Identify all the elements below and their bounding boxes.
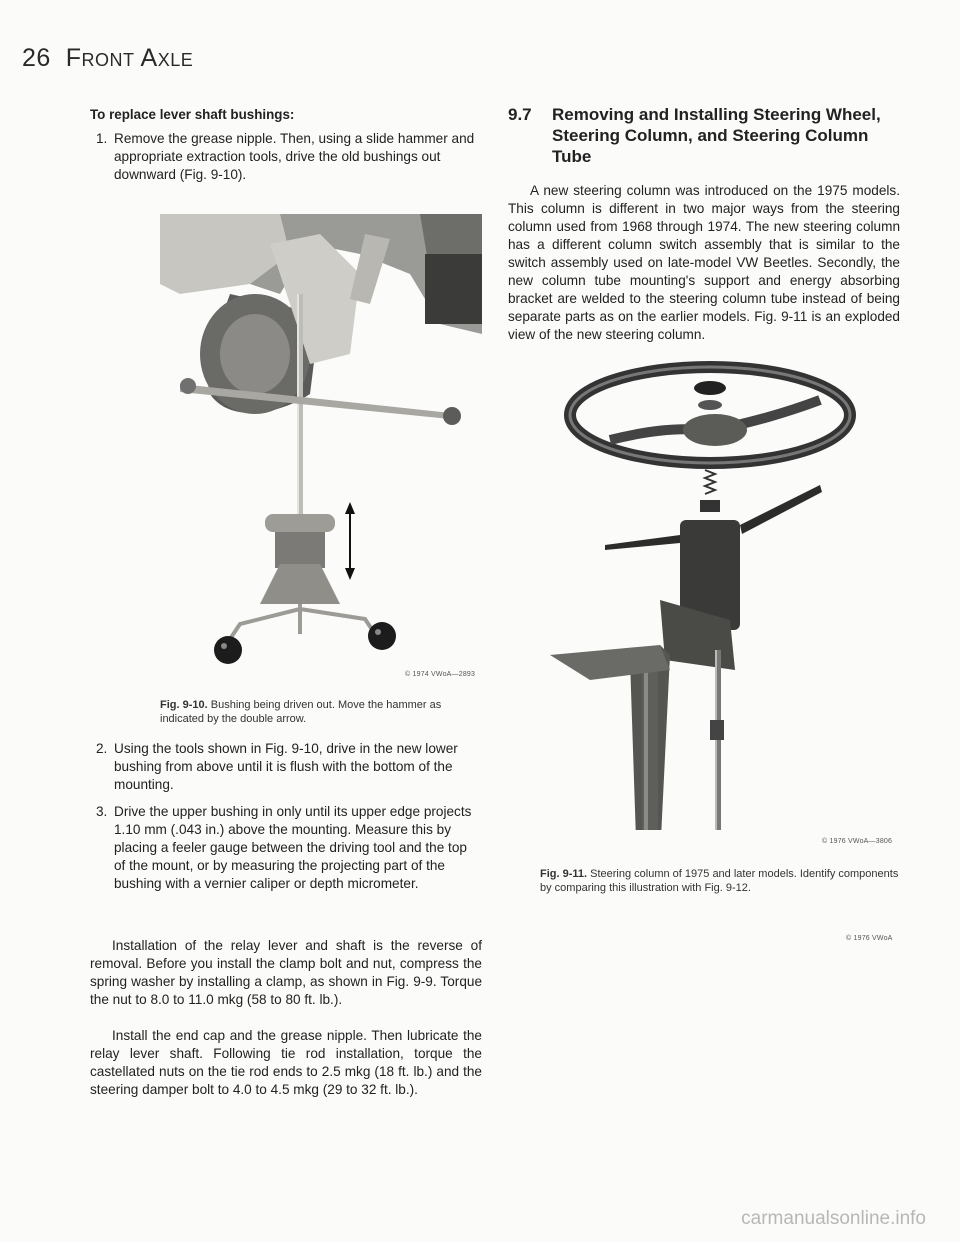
step-1 — [90, 130, 482, 190]
step-number: 1. — [96, 131, 108, 146]
fig-caption-text: Steering column of 1975 and later models. Identify components by comparing this illustration with Fig. 9-12. — [540, 868, 899, 894]
fig-9-11-exploded-view — [530, 360, 890, 830]
paragraph-installation: Installation of the relay lever and shaft is the reverse of removal. Before you install the clamp bolt and nut, compress the spring washer by installing a clamp, as shown in Fig. 9-9. Torque the nut to 8.0 to 11.0 mkg (58 to 80 ft. lb.). — [90, 938, 482, 1007]
step-number: 2. — [96, 741, 108, 756]
paragraph-end-cap: Install the end cap and the grease nipple. Then lubricate the relay lever shaft. Following tie rod installation, torque the castellated nuts on the tie rod ends to 2.5 mkg (18 ft. lb.) and the steering damper bolt to 4.0 to 4.5 mkg (29 to 32 ft. lb.). — [90, 1028, 482, 1097]
step-3 — [90, 803, 482, 913]
fig-label: Fig. 9-10. — [160, 699, 208, 711]
fig-label: Fig. 9-11. — [540, 868, 588, 880]
subhead-lever-bushings: To replace lever shaft bushings: — [90, 107, 295, 122]
fig-9-10-copyright: © 1974 VWoA—2893 — [405, 671, 476, 678]
footer-copyright: © 1976 VWoA — [846, 935, 893, 942]
fig-9-11-copyright: © 1976 VWoA—3806 — [822, 838, 893, 845]
watermark-text: carmanualsonline.info — [741, 1208, 926, 1229]
section-number: 9.7 — [508, 105, 532, 124]
fig-9-10-caption — [160, 698, 482, 726]
page-number: 26 — [22, 44, 51, 72]
fig-caption-text: Bushing being driven out. Move the hammer as indicated by the double arrow. — [160, 699, 442, 725]
step-text: Remove the grease nipple. Then, using a slide hammer and appropriate extraction tools, drive the old bushings out downward (Fig. 9-10). — [114, 131, 475, 182]
fig-9-11-caption — [540, 867, 900, 895]
step-2 — [90, 740, 482, 800]
page-header — [22, 44, 193, 73]
fig-9-10-photo — [160, 214, 482, 668]
section-heading — [508, 104, 900, 167]
step-text: Using the tools shown in Fig. 9-10, drive in the new lower bushing from above until it is flush with the bottom of the mounting. — [114, 741, 458, 792]
step-text: Drive the upper bushing in only until its upper edge projects 1.10 mm (.043 in.) above the mounting. Measure this by placing a feeler gauge between the driving tool and the top of the mount, or by measuring the projecting part of the bushing with a vernier caliper or depth micrometer. — [114, 804, 472, 891]
paragraph-new-column: A new steering column was introduced on the 1975 models. This column is different in two major ways from the steering column used from 1968 through 1974. The new steering column has a different column switch assembly that is similar to the switch assembly used on late-model VW Beetles. Secondly, the new column tube mounting's support and energy absorbing bracket are welded to the steering column tube instead of being separate parts as on the earlier models. Fig. 9-11 is an exploded view of the new steering column. — [508, 183, 900, 342]
step-number: 3. — [96, 804, 108, 819]
chapter-title: Front Axle — [65, 44, 194, 72]
section-title: Removing and Installing Steering Wheel, Steering Column, and Steering Column Tube — [552, 105, 881, 166]
